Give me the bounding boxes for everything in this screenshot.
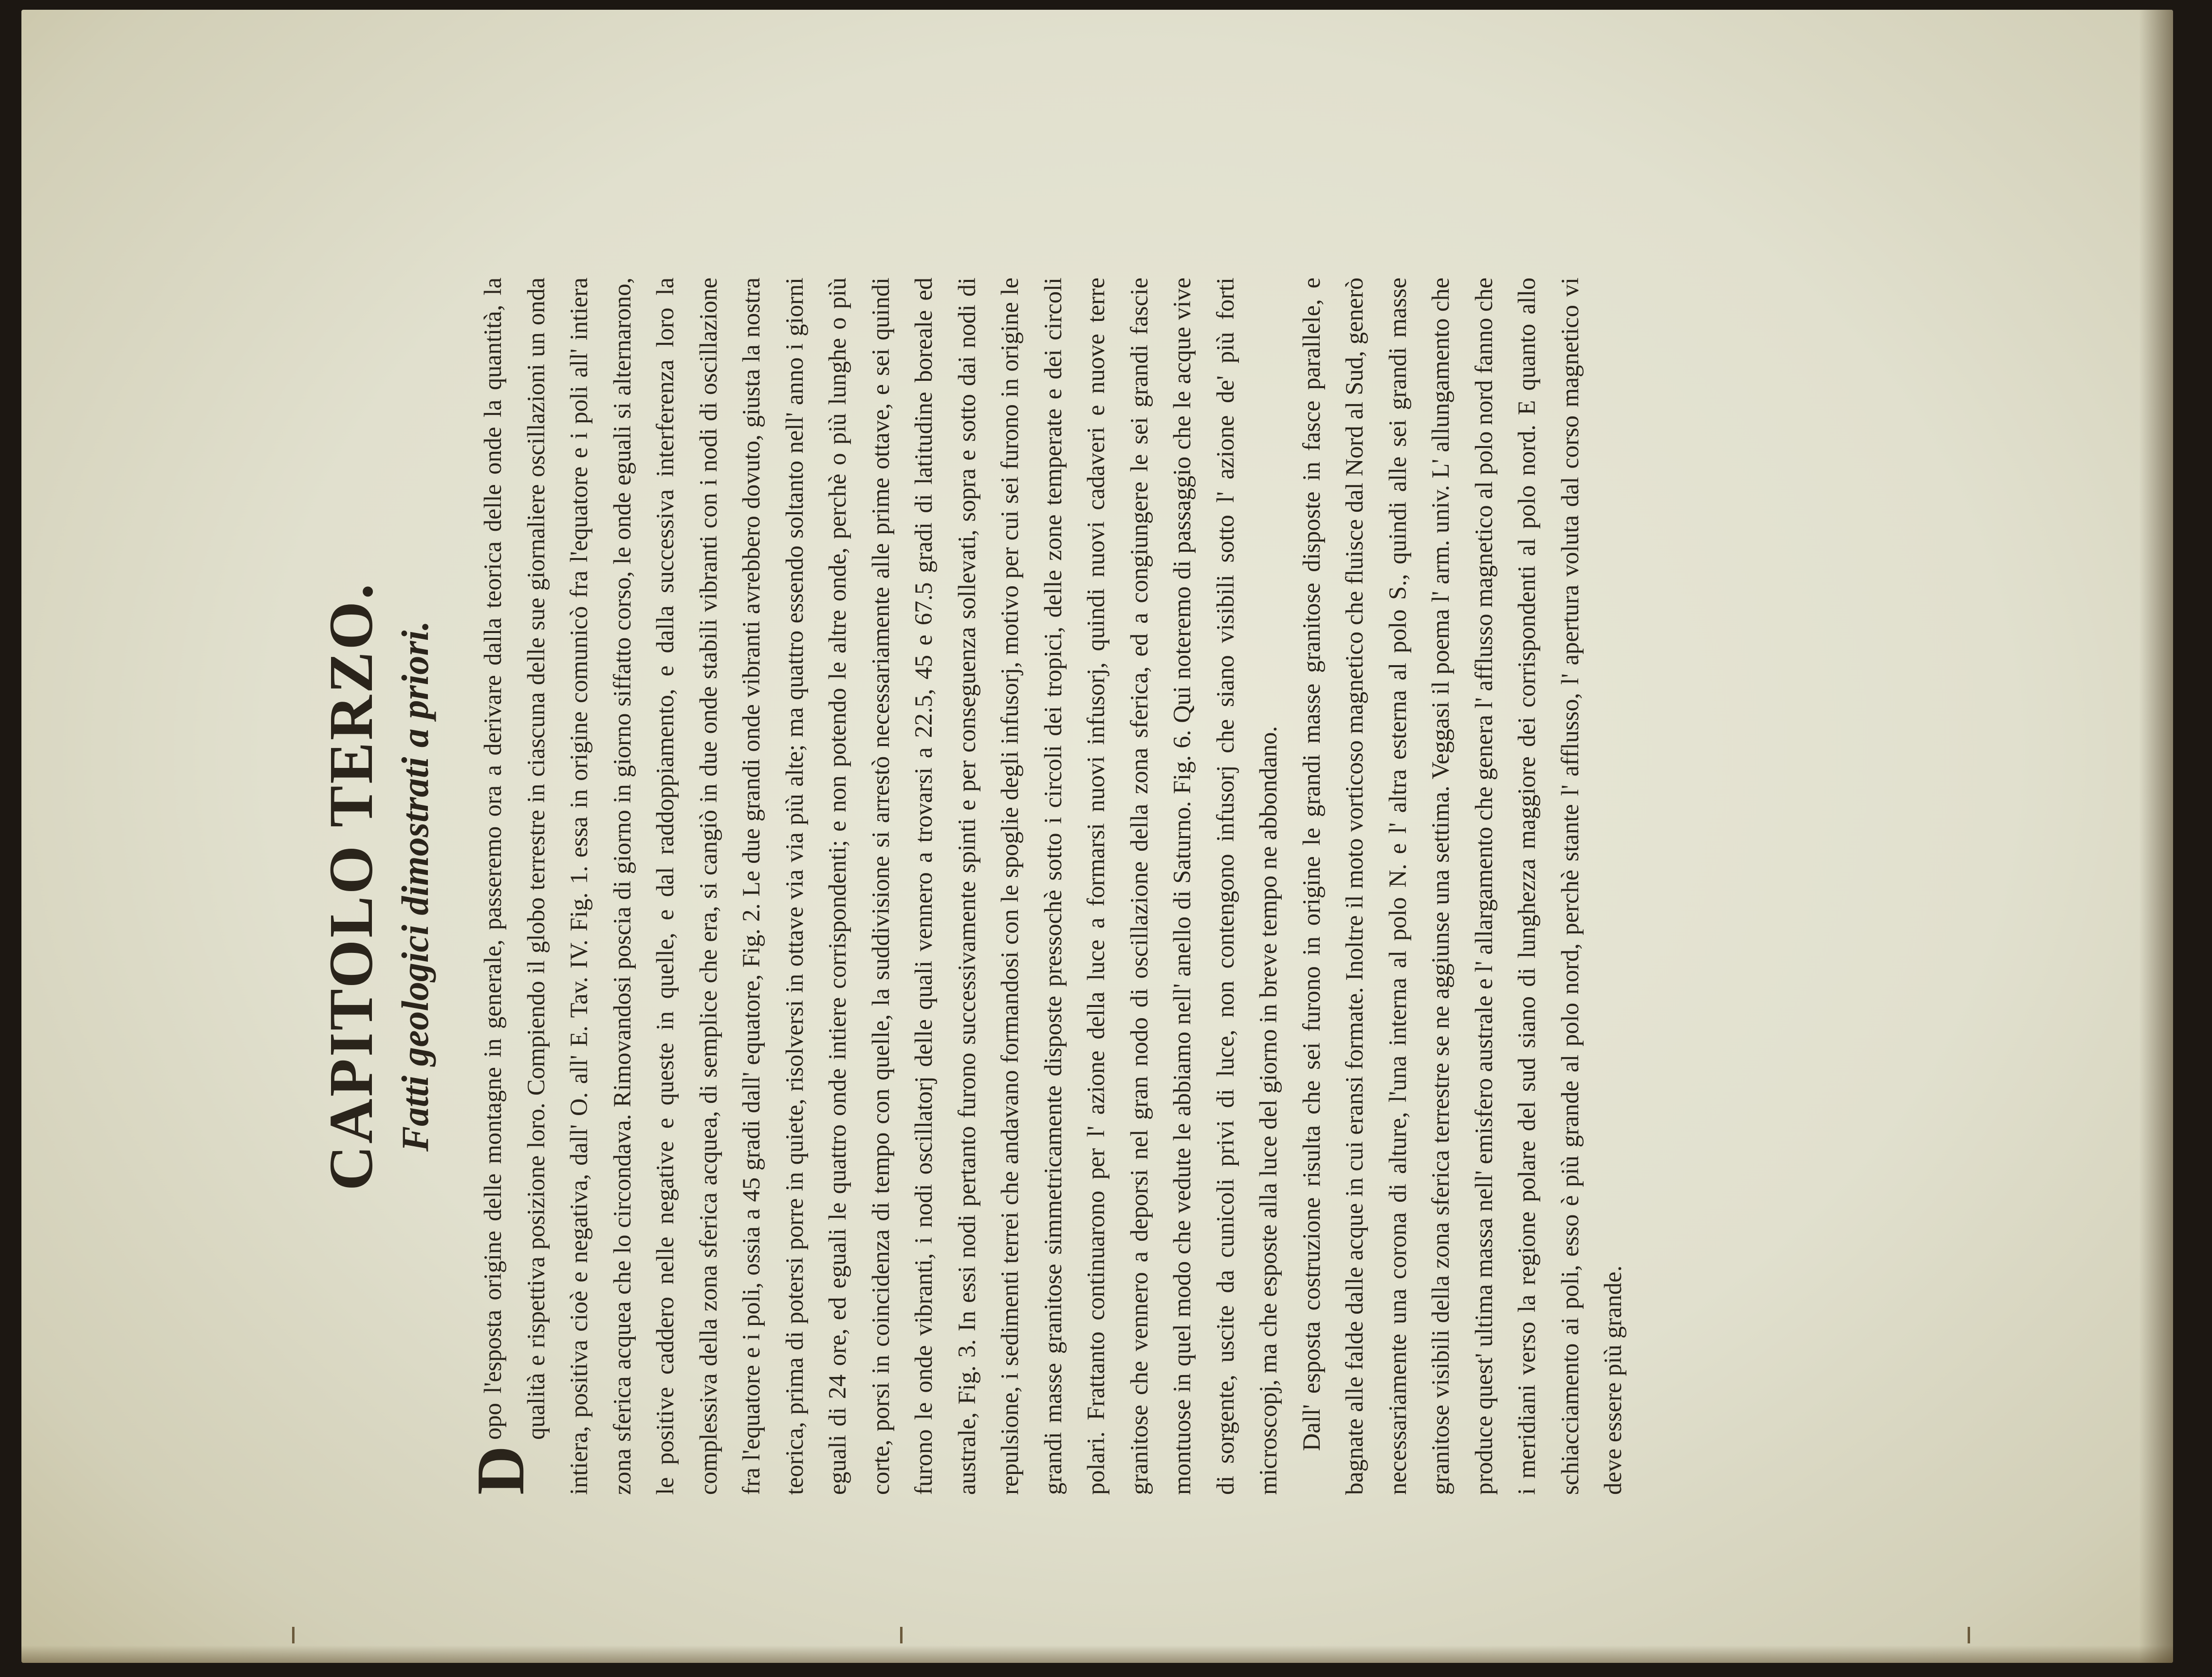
chapter-title: CAPITOLO TERZO.	[316, 581, 386, 1191]
binding-notch	[292, 1627, 295, 1643]
body-paragraph	[463, 278, 1290, 1495]
page-edge-shadow	[2139, 10, 2173, 1663]
binding-notch	[900, 1627, 903, 1643]
drop-cap: D	[463, 1445, 539, 1495]
chapter-subtitle: Fatti geologici dimostrati a priori.	[394, 621, 437, 1152]
page-bottom-edge	[21, 1645, 2173, 1663]
body-paragraph: Dall' esposta costruzione risulta che sei furono in origine le grandi masse granitose disposte in fasce parallele, e bagnate alle falde dalle acque in cui eransi formate. Inoltre il moto vorticoso magnetico che fluisce dal Nord al Sud, generò necessariamente una corona di alture, l'una interna al polo N. e l' altra esterna al polo S., quindi alle sei grandi masse granitose visibili della zona sferica terrestre se ne aggiunse una settima. Veggasi il poema l' arm. univ. L' allungamento che produce quest' ultima massa nell' emisfero australe e l' allargamento che genera l' afflusso magnetico al polo nord fanno che i meridiani verso la regione polare del sud siano di lunghezza maggiore dei corrispondenti al polo nord. E quanto allo schiacciamento ai poli, esso è più grande al polo nord, perchè stante l' afflusso, l' apertura voluta dal corso magnetico vi deve essere più grande.	[1297, 278, 1627, 1495]
rotated-text-block	[318, 278, 1696, 1495]
scanned-page	[21, 10, 2173, 1663]
paragraph-text: opo l'esposta origine delle montagne in generale, passeremo ora a derivare dalla teorica delle onde la quantità, la qualità e rispettiva posizione loro. Compiendo il globo terrestre in ciascuna delle sue giornaliere oscillazioni un onda intiera, positiva cioè e negativa, dall' O. all' E. Tav. IV. Fig. 1. essa in origine comunicò fra l'equatore e i poli all' intiera zona sferica acquea che lo circondava. Rimovandosi poscia di giorno in giorno siffatto corso, le onde eguali si alternarono, le positive caddero nelle negative e queste in quelle, e dal raddoppiamento, e dalla successiva interferenza loro la complessiva della zona sferica acquea, di semplice che era, si cangiò in due onde stabili vibranti con i nodi di oscillazione fra l'equatore e i poli, ossia a 45 gradi dall' equatore, Fig. 2. Le due grandi onde vibranti avrebbero dovuto, giusta la nostra teorica, prima di potersi porre in quiete, risolversi in ottave via via più alte; ma quattro essendo soltanto nell' anno i giorni eguali di 24 ore, ed eguali le quattro onde intiere corrispondenti; e non potendo le altre onde, perchè o più lunghe o più corte, porsi in coincidenza di tempo con quelle, la suddivisione si arrestò necessariamente alle prime ottave, e sei quindi furono le onde vibranti, i nodi oscillatorj delle quali vennero a trovarsi a 22.5, 45 e 67.5 gradi di latitudine boreale ed australe, Fig. 3. In essi nodi pertanto furono successivamente spinti e per conseguenza sollevati, sopra e sotto dai nodi di repulsione, i sedimenti terrei che andavano formandosi con le spoglie degli infusorj, motivo per cui sei furono in origine le grandi masse granitose simmetricamente disposte pressochè sotto i circoli dei tropici, delle zone temperate e dei circoli polari. Frattanto continuarono per l' azione della luce a formarsi nuovi infusorj, quindi nuovi cadaveri e nuove terre granitose che vennero a deporsi nel gran nodo di oscillazione della zona sferica, ed a congiungere le sei grandi fascie montuose in quel modo che vedute le abbiamo nell' anello di Saturno. Fig. 6. Qui noteremo di passaggio che le acque vive di sorgente, uscite da cunicoli privi di luce, non contengono infusorj che siano visibili sotto l' azione de' più forti microscopj, ma che esposte alla luce del giorno in breve tempo ne abbondano.	[479, 278, 1282, 1495]
binding-notch	[1968, 1627, 1970, 1643]
